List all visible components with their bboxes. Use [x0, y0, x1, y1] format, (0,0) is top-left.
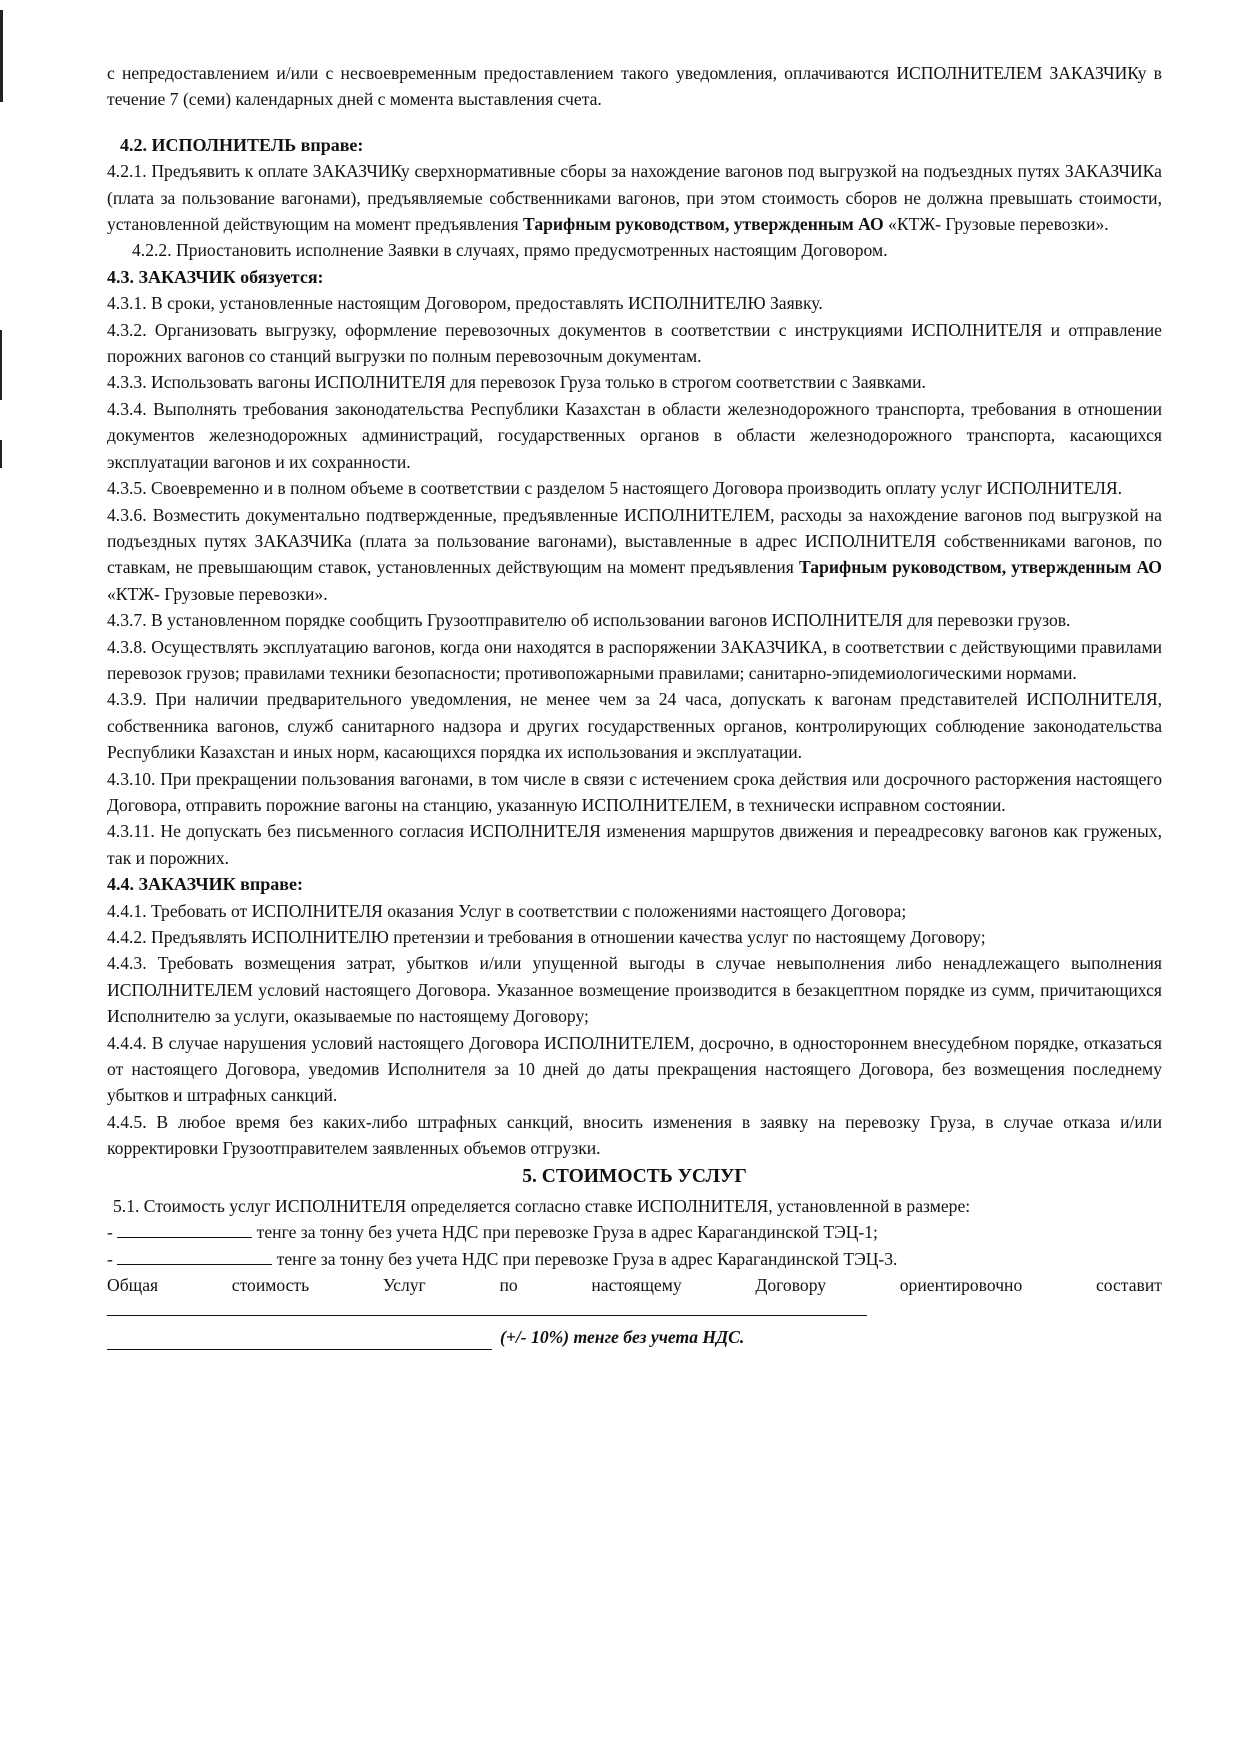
clause-paragraph: [107, 950, 1162, 1029]
total-tail: (+/- 10%) тенге без учета НДС.: [500, 1326, 745, 1347]
total-word: Договору: [755, 1275, 827, 1296]
clause-paragraph: [107, 290, 1162, 316]
clause-paragraph: [107, 634, 1162, 687]
rate-line-2: [107, 1246, 1162, 1272]
clause-paragraph: [107, 871, 1162, 897]
clause-paragraph: [107, 607, 1162, 633]
contract-clauses: [107, 60, 1162, 1162]
clause-text: 4.3.10. При прекращении пользования вагонами, в том числе в связи с истечением срока действия или досрочного расторжения настоящего Договора, отправить порожние вагоны на станцию, указанную ИСПОЛНИТЕЛЕМ, в технически исправном состоянии.: [107, 768, 1162, 815]
total-word: стоимость: [231, 1275, 310, 1296]
clause-paragraph: [107, 924, 1162, 950]
clause-text: 4.3.4. Выполнять требования законодательства Республики Казахстан в области железнодорожного транспорта, требования в отношении документов железнодорожных администраций, государственных органов в области железнодорожного транспорта, касающихся эксплуатации вагонов и их сохранности.: [107, 398, 1162, 472]
clause-tail-text: «КТЖ- Грузовые перевозки».: [883, 214, 1109, 235]
document-page: [107, 60, 1162, 1350]
clause-text: 4.3.1. В сроки, установленные настоящим Договором, предоставлять ИСПОЛНИТЕЛЮ Заявку.: [107, 293, 823, 314]
total-word: по: [499, 1275, 518, 1296]
clause-paragraph: [107, 766, 1162, 819]
total-word: настоящему: [591, 1275, 682, 1296]
section-title: 5. СТОИМОСТЬ УСЛУГ: [522, 1165, 747, 1187]
clause-paragraph: [107, 1030, 1162, 1109]
clause-text: 4.2.2. Приостановить исполнение Заявки в случаях, прямо предусмотренных настоящим Договором.: [132, 240, 888, 261]
clause-paragraph: [107, 158, 1162, 237]
scan-edge-mark: [0, 10, 3, 102]
rate-text: тенге за тонну без учета НДС при перевозке Груза в адрес Карагандинской ТЭЦ-1;: [256, 1222, 878, 1243]
scan-edge-mark: [0, 330, 2, 400]
clause-text: 4.4. ЗАКАЗЧИК вправе:: [107, 874, 303, 895]
clause-paragraph: [107, 132, 1162, 158]
rate-blank[interactable]: [117, 1250, 272, 1265]
total-word: составит: [1095, 1275, 1162, 1296]
clause-text: 4.4.5. В любое время без каких-либо штрафных санкций, вносить изменения в заявку на перевозку Груза, в случае отказа и/или корректировки Грузоотправителем заявленных объемов отгрузки.: [107, 1111, 1162, 1159]
total-word: ориентировочно: [899, 1275, 1023, 1296]
rate-text: тенге за тонну без учета НДС при перевозке Груза в адрес Карагандинской ТЭЦ-3.: [276, 1248, 898, 1269]
clause-text: 4.2.1. Предъявить к оплате ЗАКАЗЧИКу сверхнормативные сборы за нахождение вагонов под выгрузкой на подъездных путях ЗАКАЗЧИКа (плата за пользование вагонами), предъявляемые собственниками вагонов, при этом стоимость сборов не должна превышать стоимости, установленной действующим на момент предъявления: [107, 161, 1162, 235]
clause-paragraph: [107, 369, 1162, 395]
clause-text: 4.4.3. Требовать возмещения затрат, убытков и/или упущенной выгоды в случае невыполнения либо ненадлежащего выполнения ИСПОЛНИТЕЛЕМ условий настоящего Договора. Указанное возмещение производится в безакцептном порядке из сумм, причитающихся Исполнителю за услуги, оказываемые по настоящему Договору;: [107, 953, 1162, 1027]
clause-bold-text: Тарифным руководством, утвержденным АО: [523, 214, 884, 235]
clause-paragraph: [107, 898, 1162, 924]
clause-text: 4.3.7. В установленном порядке сообщить Грузоотправителю об использовании вагонов ИСПОЛНИТЕЛЯ для перевозки грузов.: [107, 610, 1071, 631]
clause-paragraph: [107, 264, 1162, 290]
clause-paragraph: [107, 396, 1162, 475]
scan-edge-mark: [0, 440, 2, 468]
clause-paragraph: [107, 237, 1162, 263]
rate-blank[interactable]: [117, 1223, 252, 1238]
clause-text: с непредоставлением и/или с несвоевременным предоставлением такого уведомления, оплачиваются ИСПОЛНИТЕЛЕМ ЗАКАЗЧИКу в течение 7 (семи) календарных дней с момента выставления счета.: [107, 63, 1162, 110]
total-cost-line: [107, 1272, 1162, 1298]
clause-text: 4.4.4. В случае нарушения условий настоящего Договора ИСПОЛНИТЕЛЕМ, досрочно, в одностороннем внесудебном порядке, отказаться от настоящего Договора, уведомив Исполнителя за 10 дней до даты прекращения настоящего Договора, без возмещения последнему убытков и штрафных санкций.: [107, 1032, 1162, 1106]
total-amount-line: [107, 1324, 1162, 1350]
total-word: Услуг: [382, 1275, 426, 1296]
clause-paragraph: [107, 475, 1162, 501]
clause-paragraph: [107, 60, 1162, 113]
clause-paragraph: [107, 317, 1162, 370]
rate-line-1: [107, 1219, 1162, 1245]
total-blank[interactable]: [107, 1335, 492, 1350]
total-word: Общая: [107, 1275, 159, 1296]
clause-5-1: 5.1. Стоимость услуг ИСПОЛНИТЕЛЯ определяется согласно ставке ИСПОЛНИТЕЛЯ, установленной в размере:: [113, 1196, 971, 1217]
clause-tail-text: «КТЖ- Грузовые перевозки».: [107, 583, 328, 604]
clause-text: 4.3.5. Своевременно и в полном объеме в соответствии с разделом 5 настоящего Договора производить оплату услуг ИСПОЛНИТЕЛЯ.: [107, 478, 1123, 499]
clause-text: 4.3.11. Не допускать без письменного согласия ИСПОЛНИТЕЛЯ изменения маршрутов движения и переадресовку вагонов как груженых, так и порожних.: [107, 821, 1162, 868]
clause-text: 4.2. ИСПОЛНИТЕЛЬ вправе:: [120, 134, 364, 155]
clause-paragraph: [107, 686, 1162, 765]
total-blank[interactable]: [107, 1307, 867, 1316]
clause-bold-text: Тарифным руководством, утвержденным АО: [799, 557, 1162, 578]
clause-paragraph: [107, 818, 1162, 871]
clause-text: 4.3.9. При наличии предварительного уведомления, не менее чем за 24 часа, допускать к вагонам представителей ИСПОЛНИТЕЛЯ, собственника вагонов, служб санитарного надзора и других государственных органов, контролирующих соблюдение законодательства Республики Казахстан и иных норм, касающихся порядка их использования и эксплуатации.: [107, 689, 1162, 763]
dash: -: [107, 1248, 113, 1269]
clause-paragraph: [107, 1109, 1162, 1162]
clause-text: 4.4.1. Требовать от ИСПОЛНИТЕЛЯ оказания Услуг в соответствии с положениями настоящего Договора;: [107, 900, 907, 921]
dash: -: [107, 1222, 113, 1243]
clause-text: 4.3.6. Возместить документально подтвержденные, предъявленные ИСПОЛНИТЕЛЕМ, расходы за нахождение вагонов под выгрузкой на подъездных путях ЗАКАЗЧИКа (плата за пользование вагонами), выставленные в адрес ИСПОЛНИТЕЛЯ собственниками вагонов, по ставкам, не превышающим ставок, установленных действующим на момент предъявления: [107, 504, 1162, 578]
clause-text: 4.3.2. Организовать выгрузку, оформление перевозочных документов в соответствии с инструкциями ИСПОЛНИТЕЛЯ и отправление порожних вагонов со станций выгрузки по полным перевозочным документам.: [107, 319, 1162, 367]
clause-text: 4.3.8. Осуществлять эксплуатацию вагонов, когда они находятся в распоряжении ЗАКАЗЧИКА, в соответствии с действующими правилами перевозок грузов; правилами техники безопасности; противопожарными правилами; санитарно-эпидемиологическими нормами.: [107, 636, 1162, 683]
clause-text: 4.4.2. Предъявлять ИСПОЛНИТЕЛЮ претензии и требования в отношении качества услуг по настоящему Договору;: [107, 927, 986, 947]
clause-text: 4.3.3. Использовать вагоны ИСПОЛНИТЕЛЯ для перевозок Груза только в строгом соответствии с Заявками.: [107, 372, 926, 393]
clause-paragraph: [107, 502, 1162, 608]
clause-text: 4.3. ЗАКАЗЧИК обязуется:: [107, 266, 324, 287]
